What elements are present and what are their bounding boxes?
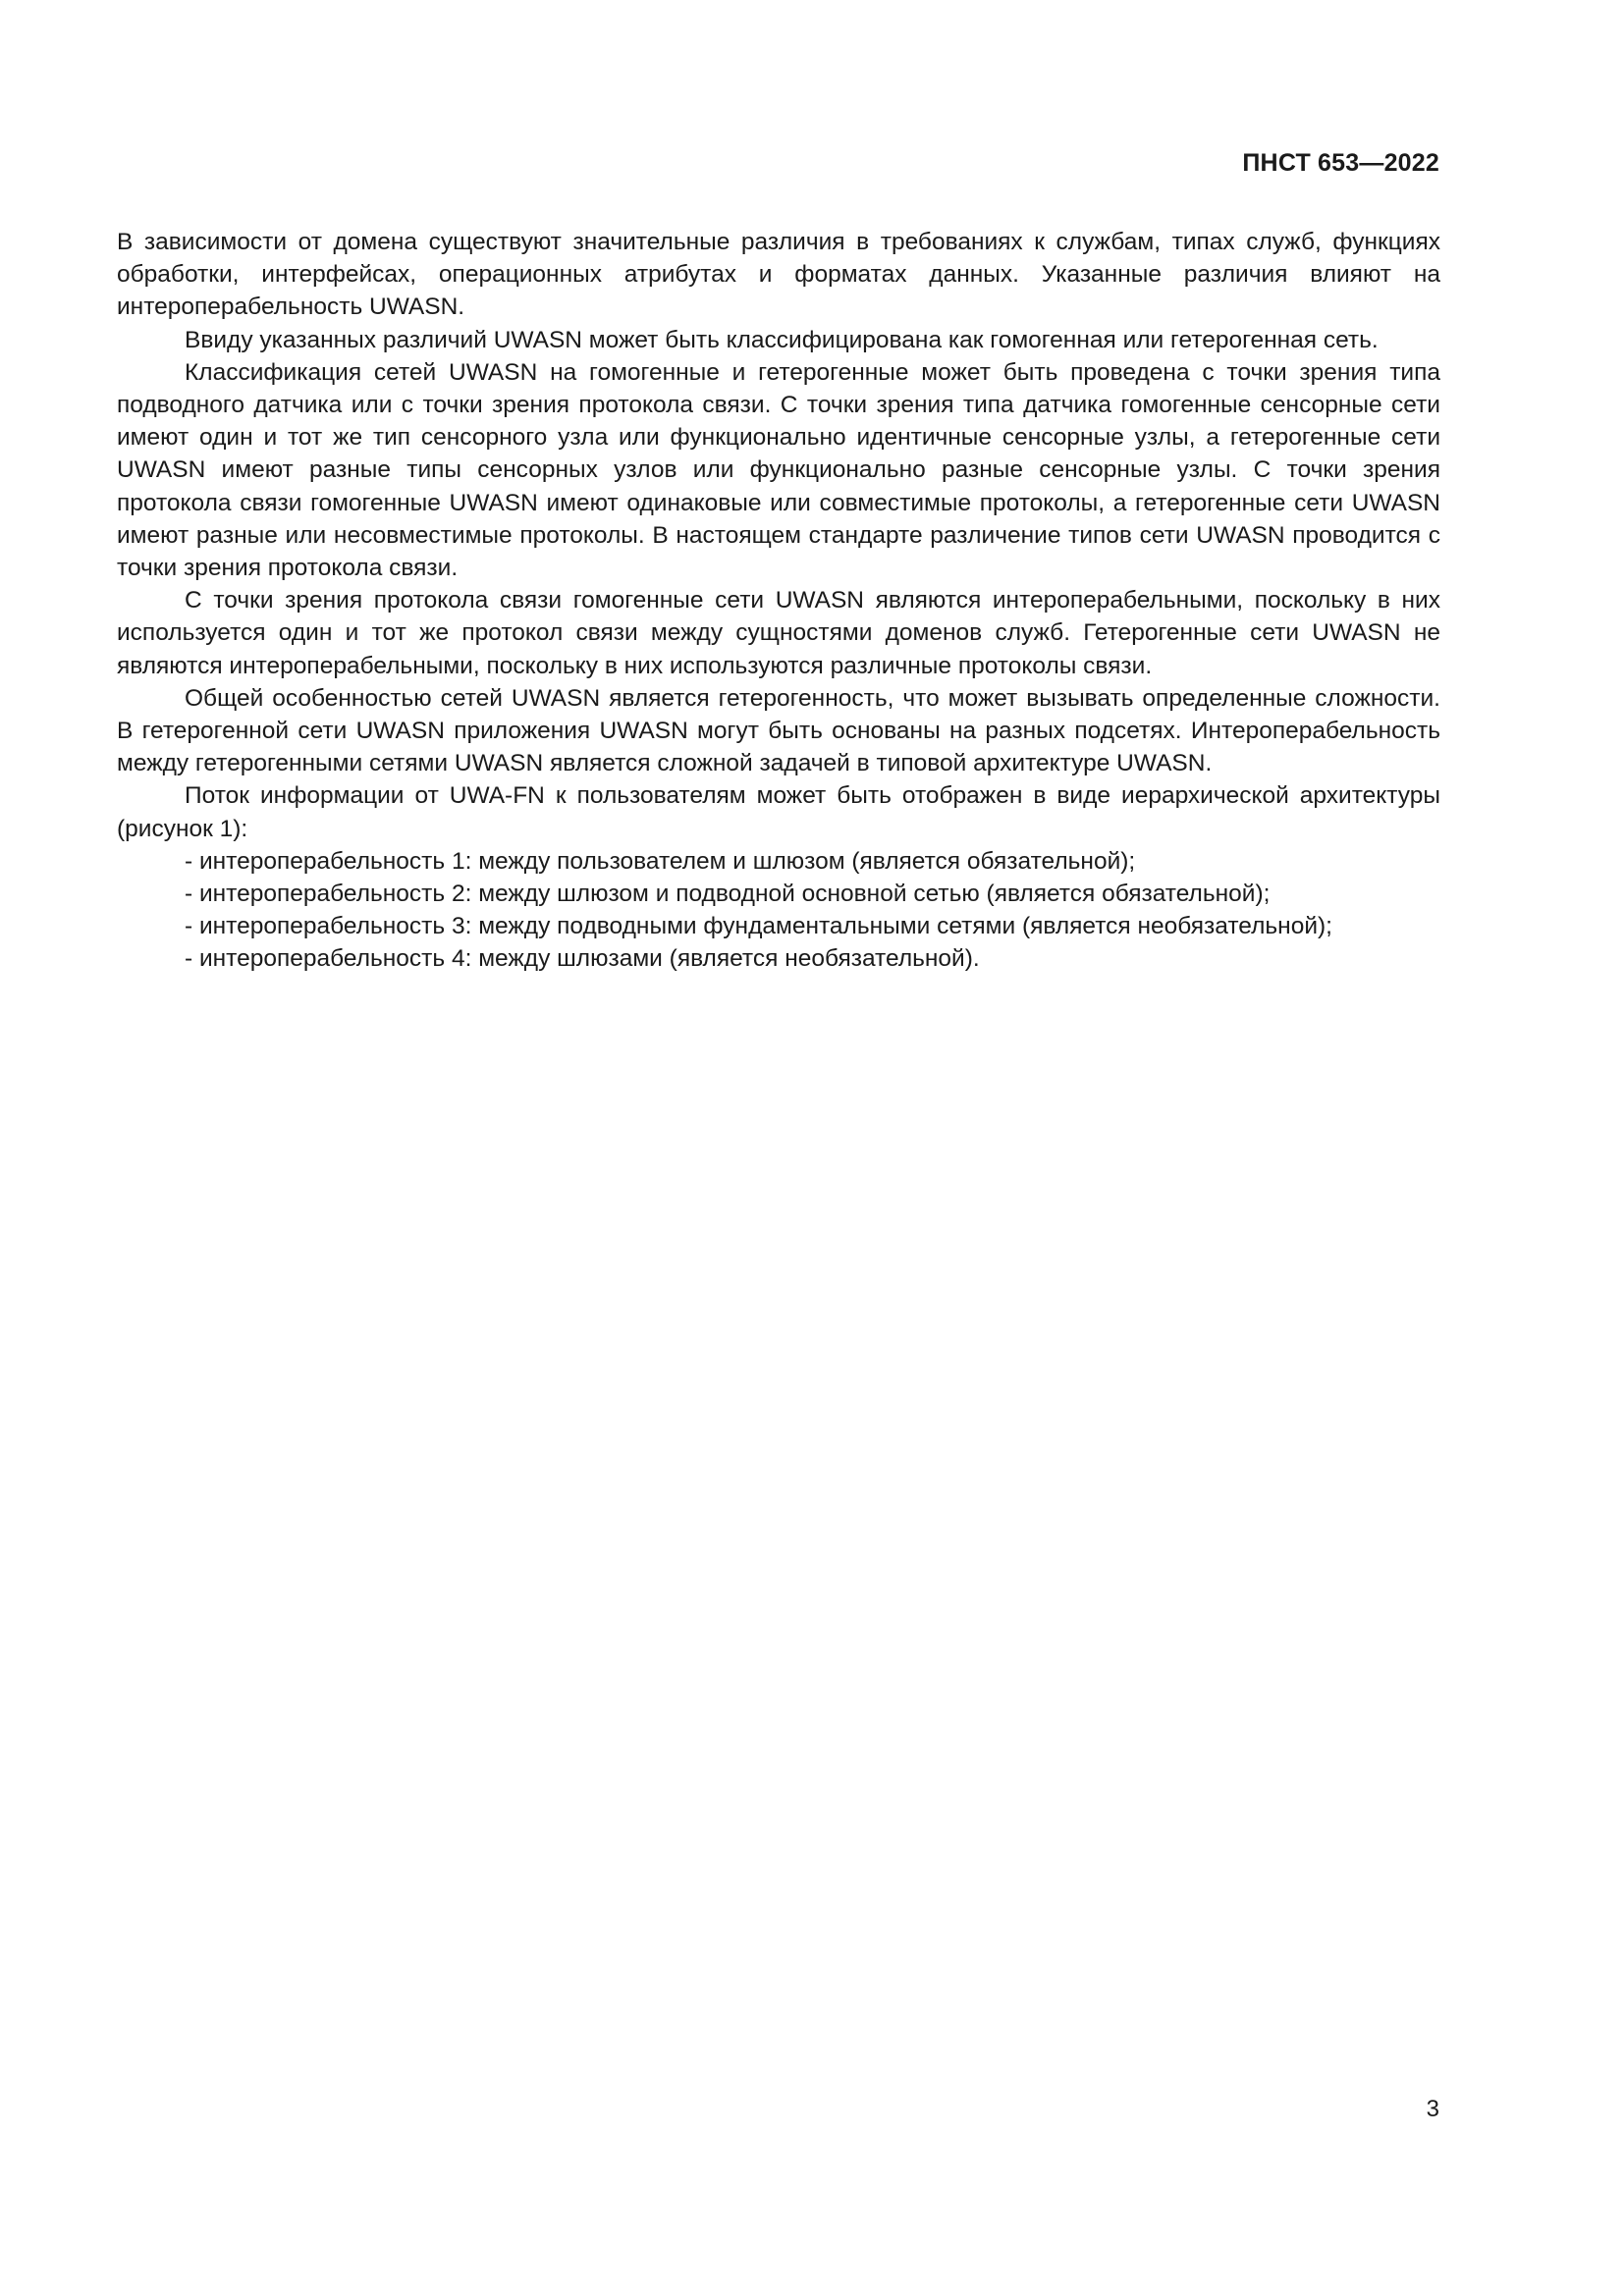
paragraph-classification-intro: Ввиду указанных различий UWASN может быть классифицирована как гомогенная или гетерогенная сеть. [185,326,1379,353]
paragraph-domain-differences: В зависимости от домена существуют значительные различия в требованиях к службам, типах служб, функциях обработки, интерфейсах, операционных атрибутах и форматах данных. Указанные различия влияют на интероперабельность UWASN. [117,229,1440,321]
list-item-interoperability-3: - интероперабельность 3: между подводными фундаментальными сетями (является необязательной); [185,913,1332,940]
list-item-interoperability-2: - интероперабельность 2: между шлюзом и подводной основной сетью (является обязательной); [185,881,1271,908]
paragraph-heterogeneity: Общей особенностью сетей UWASN является гетерогенность, что может вызывать определенные сложности. В гетерогенной сети UWASN приложения UWASN могут быть основаны на разных подсетях. Интероперабельность между гетерогенными сетями UWASN является сложной задачей в типовой архитектуре UWASN. [117,684,1440,777]
document-body [117,226,1440,976]
list-item-interoperability-4: - интероперабельность 4: между шлюзами (является необязательной). [185,945,980,973]
paragraph-protocol-interoperability: С точки зрения протокола связи гомогенные сети UWASN являются интероперабельными, поскольку в них используется один и тот же протокол связи между сущностями доменов служб. Гетерогенные сети UWASN не являются интероперабельными, поскольку в них используются различные протоколы связи. [117,587,1440,679]
page-number: 3 [1426,2096,1439,2122]
paragraph-information-flow: Поток информации от UWA-FN к пользователям может быть отображен в виде иерархической архитектуры (рисунок 1): [117,782,1440,842]
document-code-header: ПНСТ 653—2022 [1242,149,1439,177]
list-item-interoperability-1: - интероперабельность 1: между пользователем и шлюзом (является обязательной); [185,847,1136,875]
paragraph-classification-details: Классификация сетей UWASN на гомогенные и гетерогенные может быть проведена с точки зрения типа подводного датчика или с точки зрения протокола связи. С точки зрения типа датчика гомогенные сенсорные сети имеют один и тот же тип сенсорного узла или функционально идентичные сенсорные узлы, а гетерогенные сети UWASN имеют разные типы сенсорных узлов или функционально разные сенсорные узлы. С точки зрения протокола связи гомогенные UWASN имеют одинаковые или совместимые протоколы, а гетерогенные сети UWASN имеют разные или несовместимые протоколы. В настоящем стандарте различение типов сети UWASN проводится с точки зрения протокола связи. [117,358,1440,582]
